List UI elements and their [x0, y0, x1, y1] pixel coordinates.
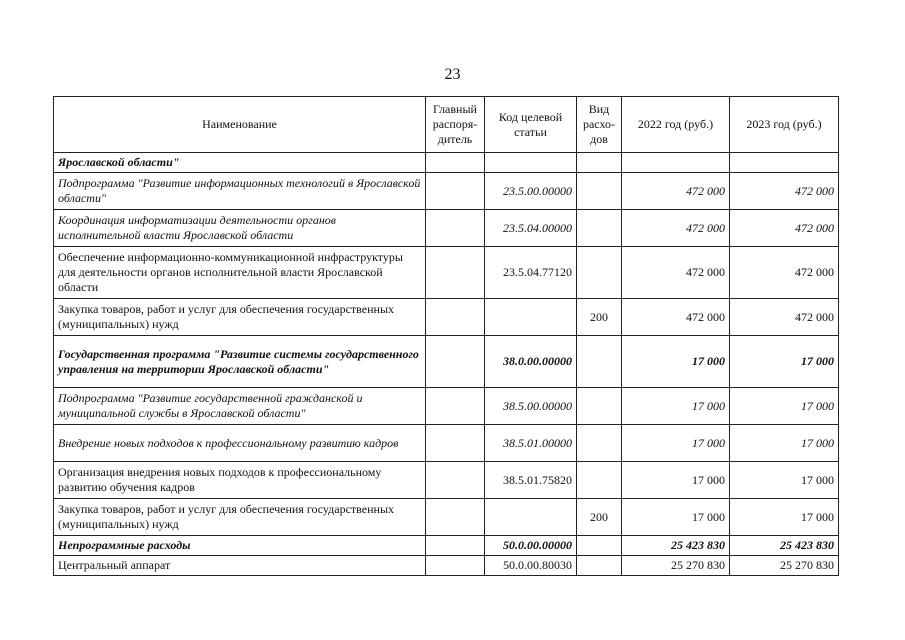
cell-kind: [577, 210, 622, 247]
table-body: [54, 153, 839, 576]
cell-manager: [426, 210, 485, 247]
cell-2022: [622, 153, 730, 173]
table-row: [54, 556, 839, 576]
cell-2022: 17 000: [622, 336, 730, 388]
header-name: Наименование: [54, 97, 426, 153]
cell-2022: 472 000: [622, 247, 730, 299]
cell-manager: [426, 499, 485, 536]
cell-name: Подпрограмма "Развитие информационных технологий в Ярославской области": [54, 173, 426, 210]
cell-kind: [577, 153, 622, 173]
cell-name: Государственная программа "Развитие системы государственного управления на территории Ярославской области": [54, 336, 426, 388]
table-row: [54, 499, 839, 536]
cell-2023: 472 000: [730, 299, 839, 336]
table-row: [54, 210, 839, 247]
cell-code: 38.0.00.00000: [485, 336, 577, 388]
cell-2022: 472 000: [622, 299, 730, 336]
cell-kind: [577, 336, 622, 388]
cell-kind: [577, 388, 622, 425]
cell-kind: [577, 425, 622, 462]
cell-manager: [426, 425, 485, 462]
cell-2023: 17 000: [730, 336, 839, 388]
cell-name: Закупка товаров, работ и услуг для обеспечения государственных (муниципальных) нужд: [54, 299, 426, 336]
cell-2022: 17 000: [622, 425, 730, 462]
cell-2023: 472 000: [730, 210, 839, 247]
cell-code: 23.5.00.00000: [485, 173, 577, 210]
table-row: [54, 173, 839, 210]
cell-kind: 200: [577, 499, 622, 536]
cell-2023: 472 000: [730, 247, 839, 299]
cell-2023: 25 270 830: [730, 556, 839, 576]
cell-manager: [426, 536, 485, 556]
cell-name: Закупка товаров, работ и услуг для обеспечения государственных (муниципальных) нужд: [54, 499, 426, 536]
table-row: [54, 388, 839, 425]
cell-kind: [577, 536, 622, 556]
cell-kind: [577, 556, 622, 576]
cell-manager: [426, 173, 485, 210]
cell-2023: 25 423 830: [730, 536, 839, 556]
cell-name: Внедрение новых подходов к профессиональному развитию кадров: [54, 425, 426, 462]
cell-manager: [426, 153, 485, 173]
cell-2022: 25 270 830: [622, 556, 730, 576]
cell-2023: 17 000: [730, 425, 839, 462]
cell-code: 38.5.01.00000: [485, 425, 577, 462]
cell-2022: 472 000: [622, 173, 730, 210]
cell-name: Ярославской области": [54, 153, 426, 173]
cell-name: Организация внедрения новых подходов к профессиональному развитию обучения кадров: [54, 462, 426, 499]
cell-kind: [577, 247, 622, 299]
cell-code: [485, 499, 577, 536]
table-row: [54, 425, 839, 462]
cell-code: 38.5.01.75820: [485, 462, 577, 499]
cell-code: 50.0.00.80030: [485, 556, 577, 576]
cell-manager: [426, 462, 485, 499]
header-manager: Главный распоря-дитель: [426, 97, 485, 153]
cell-manager: [426, 556, 485, 576]
cell-kind: [577, 462, 622, 499]
cell-name: Центральный аппарат: [54, 556, 426, 576]
table-row: [54, 462, 839, 499]
header-code: Код целевой статьи: [485, 97, 577, 153]
header-2022: 2022 год (руб.): [622, 97, 730, 153]
cell-kind: 200: [577, 299, 622, 336]
cell-2022: 472 000: [622, 210, 730, 247]
table-header-row: [54, 97, 839, 153]
table-row: [54, 299, 839, 336]
cell-manager: [426, 247, 485, 299]
cell-2022: 17 000: [622, 499, 730, 536]
cell-2022: 25 423 830: [622, 536, 730, 556]
cell-manager: [426, 336, 485, 388]
cell-code: 23.5.04.00000: [485, 210, 577, 247]
cell-name: Обеспечение информационно-коммуникационной инфраструктуры для деятельности органов исполнительной власти Ярославской области: [54, 247, 426, 299]
cell-2023: 17 000: [730, 388, 839, 425]
cell-code: [485, 299, 577, 336]
cell-2022: 17 000: [622, 462, 730, 499]
cell-2023: [730, 153, 839, 173]
cell-manager: [426, 299, 485, 336]
table-row: [54, 336, 839, 388]
cell-2023: 472 000: [730, 173, 839, 210]
cell-name: Подпрограмма "Развитие государственной гражданской и муниципальной службы в Ярославской области": [54, 388, 426, 425]
page-number: 23: [444, 66, 461, 83]
table-row: [54, 536, 839, 556]
cell-manager: [426, 388, 485, 425]
cell-2023: 17 000: [730, 499, 839, 536]
cell-name: Координация информатизации деятельности органов исполнительной власти Ярославской области: [54, 210, 426, 247]
table-row: [54, 247, 839, 299]
header-2023: 2023 год (руб.): [730, 97, 839, 153]
header-kind: Вид расхо-дов: [577, 97, 622, 153]
cell-code: [485, 153, 577, 173]
cell-2022: 17 000: [622, 388, 730, 425]
table-row: [54, 153, 839, 173]
cell-2023: 17 000: [730, 462, 839, 499]
cell-code: 50.0.00.00000: [485, 536, 577, 556]
cell-kind: [577, 173, 622, 210]
cell-code: 23.5.04.77120: [485, 247, 577, 299]
cell-code: 38.5.00.00000: [485, 388, 577, 425]
cell-name: Непрограммные расходы: [54, 536, 426, 556]
budget-table: [53, 96, 839, 576]
